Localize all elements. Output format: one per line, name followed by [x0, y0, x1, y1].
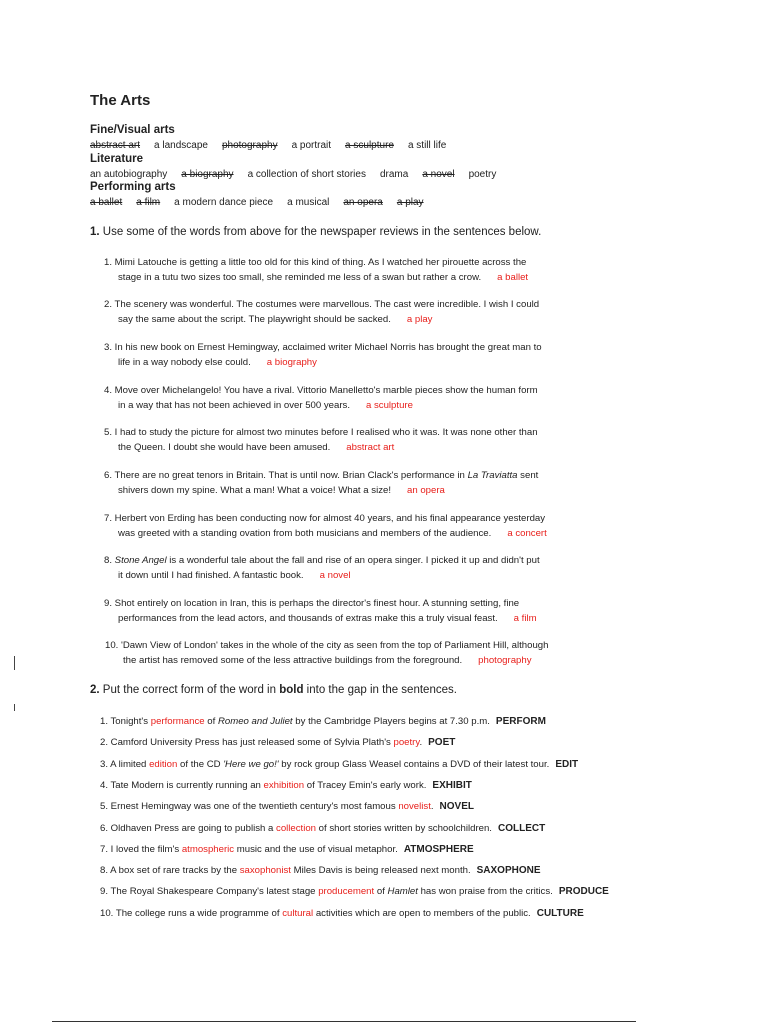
- review-text: sent: [517, 470, 539, 481]
- category-heading-fine: Fine/Visual arts: [90, 124, 175, 136]
- answer-text: performance: [150, 716, 205, 727]
- section2-instruction: [90, 684, 457, 696]
- keyword: COLLECT: [497, 822, 546, 834]
- section2-instruction-text-a: Put the correct form of the word in: [99, 684, 280, 696]
- answer-text: collection: [276, 822, 317, 834]
- review-text-italic: La Traviatta: [467, 470, 518, 481]
- gap-fill-item: [100, 865, 541, 876]
- review-line: [104, 427, 538, 438]
- sentence-text: .: [430, 801, 434, 813]
- sentence-text: of: [204, 716, 218, 727]
- item-number: 10.: [105, 640, 122, 651]
- sentence-text: Miles Davis is being released next month.: [290, 865, 471, 877]
- answer-text: a film: [513, 612, 537, 624]
- review-line: [104, 271, 528, 286]
- answer-text: a sculpture: [366, 399, 413, 411]
- vocab-word: drama: [379, 169, 409, 180]
- keyword: POET: [428, 737, 456, 749]
- gap-fill-item: [100, 759, 578, 770]
- keyword: SAXOPHONE: [476, 865, 541, 877]
- answer-text: atmospheric: [181, 843, 235, 855]
- review-text: life in a way nobody else could.: [118, 356, 251, 368]
- section1-instruction-text: Use some of the words from above for the newspaper reviews in the sentences below.: [99, 226, 542, 238]
- item-number: 7.: [100, 843, 111, 855]
- vocab-word: an autobiography: [90, 169, 168, 180]
- vocab-word: a portrait: [291, 140, 332, 151]
- review-text: say the same about the script. The playwright should be sacked.: [118, 313, 391, 325]
- sentence-text: has won praise from the critics.: [417, 886, 553, 898]
- review-text: stage in a tutu two sizes too small, she reminded me less of a swan but rather a crow.: [118, 271, 482, 283]
- item-number: 2.: [100, 737, 111, 749]
- vocab-word: poetry: [468, 169, 497, 180]
- review-text: performances from the lead actors, and thousands of extras make this a truly visual feast.: [118, 612, 498, 624]
- item-number: 4.: [104, 385, 115, 396]
- word-list-literature: [90, 169, 510, 180]
- review-line: [104, 555, 540, 566]
- vocab-word: a collection of short stories: [247, 169, 366, 180]
- keyword: NOVEL: [439, 801, 474, 813]
- review-item: [104, 426, 538, 455]
- item-number: 4.: [100, 779, 111, 791]
- sentence-text: The Royal Shakespeare Company's latest stage: [110, 886, 319, 898]
- review-line: [105, 654, 548, 669]
- review-line: [104, 385, 538, 396]
- item-number: 1.: [100, 716, 111, 727]
- vocab-word: abstract art: [90, 140, 141, 151]
- keyword: PRODUCE: [558, 886, 609, 898]
- gap-fill-item: [100, 886, 609, 897]
- answer-text: exhibition: [263, 779, 305, 791]
- gap-fill-item: [100, 716, 546, 727]
- gap-fill-item: [100, 801, 474, 812]
- review-item: [104, 384, 538, 413]
- sentence-text: Oldhaven Press are going to publish a: [110, 822, 277, 834]
- sentence-text: The college runs a wide programme of: [115, 907, 283, 919]
- review-item: [104, 341, 542, 370]
- item-number: 8.: [104, 555, 115, 566]
- item-number: 8.: [100, 865, 111, 877]
- item-number: 9.: [100, 886, 111, 898]
- review-item: [104, 298, 539, 327]
- review-line: [105, 640, 548, 651]
- review-text: it down until I had finished. A fantastic book.: [118, 569, 304, 581]
- answer-text: producement: [318, 886, 375, 898]
- answer-text: a play: [406, 313, 433, 325]
- review-line: [104, 513, 545, 524]
- section2-instruction-text-b: into the gap in the sentences.: [303, 684, 457, 696]
- review-item: [104, 469, 538, 498]
- review-text: Herbert von Erding has been conducting now for almost 40 years, and his final appearance yesterday: [114, 513, 546, 524]
- review-line: [104, 527, 547, 542]
- keyword: EDIT: [555, 758, 579, 770]
- vocab-word: a film: [136, 197, 161, 208]
- keyword: ATMOSPHERE: [403, 843, 474, 855]
- answer-text: abstract art: [346, 441, 395, 453]
- word-list-fine: [90, 140, 460, 151]
- category-heading-performing: Performing arts: [90, 181, 176, 193]
- review-text: in a way that has not been achieved in over 500 years.: [118, 399, 350, 411]
- gap-fill-item: [100, 908, 584, 919]
- review-text: shivers down my spine. What a man! What a voice! What a size!: [118, 484, 391, 496]
- item-number: 2.: [104, 299, 115, 310]
- section2-number: 2.: [90, 684, 100, 696]
- review-text: In his new book on Ernest Hemingway, acclaimed writer Michael Norris has brought the great man to: [114, 342, 542, 353]
- item-number: 7.: [104, 513, 115, 524]
- sentence-text: by the Cambridge Players begins at 7.30 p.m.: [292, 716, 490, 727]
- item-number: 9.: [104, 598, 115, 609]
- vocab-word: photography: [221, 140, 278, 151]
- answer-text: an opera: [407, 484, 445, 496]
- review-line: [104, 569, 540, 584]
- answer-text: a biography: [266, 356, 317, 368]
- word-list-performing: [90, 197, 438, 208]
- sentence-text: Camford University Press has just released some of Sylvia Plath's: [110, 737, 394, 749]
- review-line: [104, 484, 538, 499]
- item-number: 1.: [104, 257, 115, 268]
- gap-fill-item: [100, 844, 474, 855]
- review-text: the artist has removed some of the less attractive buildings from the foreground.: [123, 654, 463, 666]
- vocab-word: a ballet: [90, 197, 123, 208]
- review-line: [104, 598, 519, 609]
- review-line: [104, 612, 537, 627]
- vocab-word: a landscape: [154, 140, 208, 151]
- review-item: [105, 639, 548, 668]
- sentence-text-italic: Romeo and Juliet: [217, 716, 293, 727]
- margin-mark: [14, 704, 15, 711]
- review-line: [104, 299, 539, 310]
- sentence-text: Tate Modern is currently running an: [110, 779, 264, 791]
- review-item: [104, 597, 537, 626]
- vocab-word: a sculpture: [345, 140, 394, 151]
- answer-text: photography: [478, 654, 532, 666]
- review-text: 'Dawn View of London' takes in the whole of the city as seen from the top of Parliament Hill, although: [121, 640, 549, 651]
- sentence-text: Tonight's: [110, 716, 151, 727]
- sentence-text: A box set of rare tracks by the: [110, 865, 240, 877]
- review-text: Mimi Latouche is getting a little too old for this kind of thing. As I watched her pirouette across the: [114, 257, 527, 268]
- vocab-word: a modern dance piece: [174, 197, 274, 208]
- answer-text: edition: [149, 758, 178, 770]
- vocab-word: a play: [396, 197, 424, 208]
- category-heading-literature: Literature: [90, 153, 144, 165]
- item-number: 3.: [104, 342, 115, 353]
- review-text: was greeted with a standing ovation from both musicians and members of the audience.: [118, 527, 492, 539]
- answer-text: saxophonist: [239, 865, 291, 877]
- sentence-text: of: [374, 886, 388, 898]
- review-line: [104, 441, 538, 456]
- section1-instruction: [90, 226, 541, 238]
- answer-text: novelist: [398, 801, 431, 813]
- item-number: 6.: [104, 470, 115, 481]
- vocab-word: a still life: [407, 140, 447, 151]
- item-number: 3.: [100, 758, 111, 770]
- gap-fill-item: [100, 737, 455, 748]
- review-text: I had to study the picture for almost two minutes before I realised who it was. It was none other than: [114, 427, 538, 438]
- review-item: [104, 256, 528, 285]
- sentence-text: activities which are open to members of the public.: [313, 907, 531, 919]
- answer-text: a novel: [319, 569, 351, 581]
- margin-mark: [14, 656, 15, 670]
- review-line: [104, 356, 542, 371]
- review-text: The scenery was wonderful. The costumes were marvellous. The cast were incredible. I wish I could: [114, 299, 540, 310]
- footer-rule: [52, 1021, 636, 1022]
- vocab-word: an opera: [343, 197, 383, 208]
- answer-text: a ballet: [497, 271, 529, 283]
- answer-text: a concert: [507, 527, 547, 539]
- vocab-word: a musical: [287, 197, 330, 208]
- section1-number: 1.: [90, 226, 100, 238]
- item-number: 6.: [100, 822, 111, 834]
- sentence-text-italic: 'Here we go!': [223, 758, 279, 770]
- section2-instruction-bold: bold: [279, 684, 304, 696]
- sentence-text: of Tracey Emin's early work.: [304, 779, 427, 791]
- item-number: 5.: [100, 801, 111, 813]
- sentence-text: .: [419, 737, 423, 749]
- sentence-text: A limited: [110, 758, 150, 770]
- sentence-text: of the CD: [177, 758, 224, 770]
- page-title: The Arts: [90, 92, 151, 109]
- item-number: 10.: [100, 907, 116, 919]
- review-text-italic: Stone Angel: [114, 555, 167, 566]
- gap-fill-item: [100, 780, 472, 791]
- review-line: [104, 313, 539, 328]
- review-text: the Queen. I doubt she would have been amused.: [118, 441, 331, 453]
- answer-text: poetry: [393, 737, 420, 749]
- keyword: CULTURE: [536, 907, 584, 919]
- review-item: [104, 554, 540, 583]
- answer-text: cultural: [282, 907, 314, 919]
- review-text: There are no great tenors in Britain. That is until now. Brian Clack's performance in: [114, 470, 468, 481]
- sentence-text-italic: Hamlet: [387, 886, 418, 898]
- sentence-text: Ernest Hemingway was one of the twentieth century's most famous: [110, 801, 399, 813]
- vocab-word: a biography: [181, 169, 234, 180]
- review-line: [104, 257, 526, 268]
- item-number: 5.: [104, 427, 115, 438]
- vocab-word: a novel: [422, 169, 455, 180]
- keyword: PERFORM: [495, 716, 546, 727]
- review-item: [104, 512, 547, 541]
- sentence-text: by rock group Glass Weasel contains a DVD of their latest tour.: [278, 758, 550, 770]
- sentence-text: music and the use of visual metaphor.: [234, 843, 398, 855]
- sentence-text: of short stories written by schoolchildren.: [316, 822, 492, 834]
- review-text: Shot entirely on location in Iran, this is perhaps the director's finest hour. A stunning setting, fine: [114, 598, 520, 609]
- review-line: [104, 399, 538, 414]
- review-text: Move over Michelangelo! You have a rival. Vittorio Manelletto's marble pieces show the human form: [114, 385, 538, 396]
- review-text: is a wonderful tale about the fall and rise of an opera singer. I picked it up and didn't put: [166, 555, 540, 566]
- gap-fill-item: [100, 823, 545, 834]
- review-line: [104, 342, 542, 353]
- review-line: [104, 470, 538, 481]
- sentence-text: I loved the film's: [110, 843, 182, 855]
- keyword: EXHIBIT: [432, 779, 472, 791]
